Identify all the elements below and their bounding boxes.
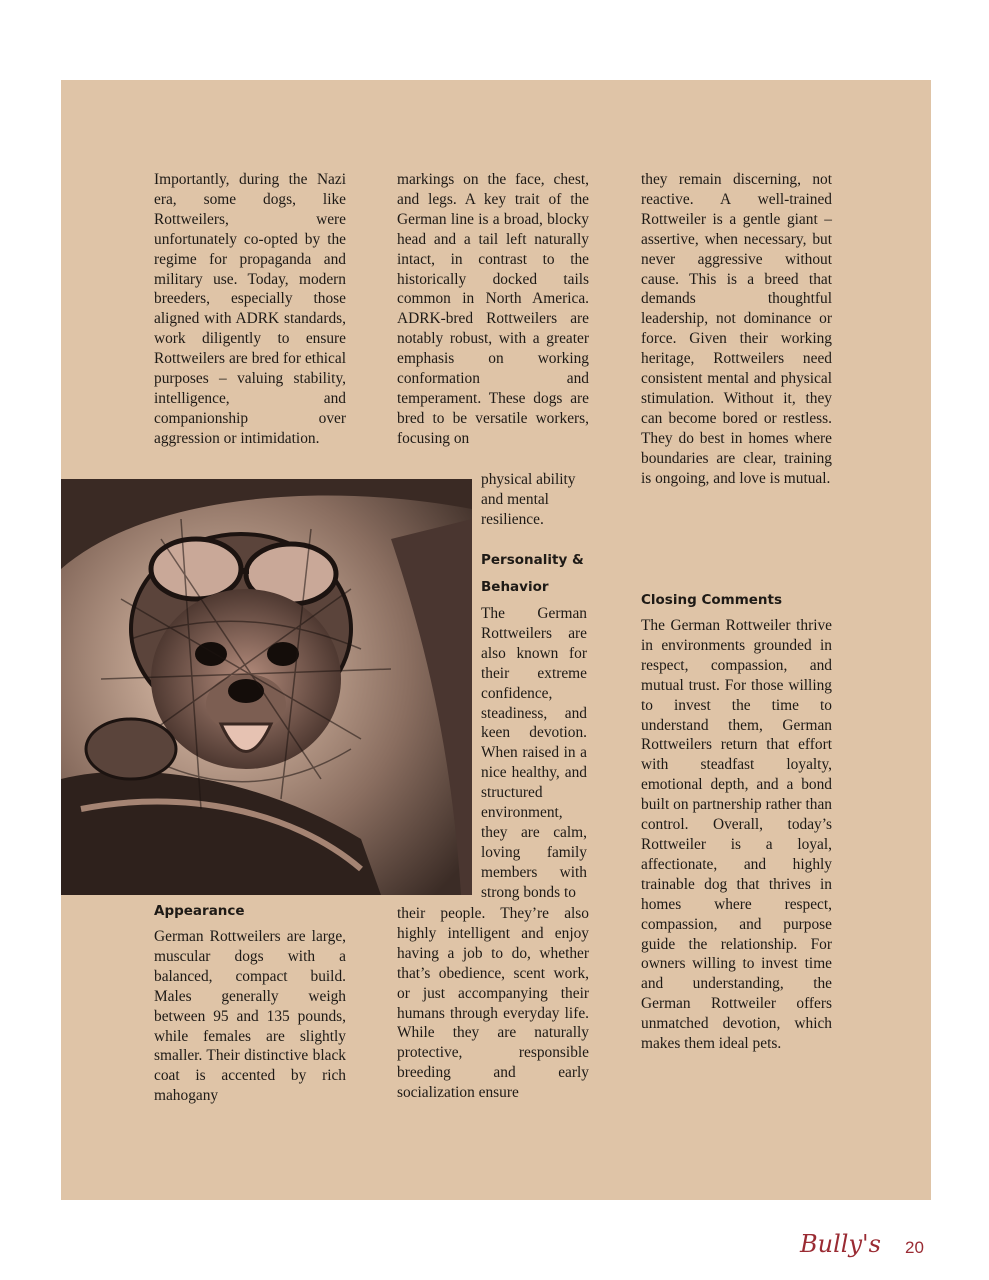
closing-comments-heading: Closing Comments	[641, 592, 783, 608]
rottweiler-pilot-sketch-image	[61, 479, 472, 895]
personality-continued-paragraph: their people. They’re also highly intelligent and enjoy having a job to do, whether that’s obedience, scent work, or just accompanying their humans through everyday life. While they are naturally protective, responsible breeding and early socialization ensure	[397, 905, 589, 1102]
page-number: 20	[905, 1238, 924, 1257]
closing-paragraph: The German Rottweiler thrive in environments grounded in respect, compassion, and mutual trust. For those willing to invest the time to understand them, German Rottweilers return that effort with steadfast loyalty, emotional depth, and a bond built on partnership rather than control. Overall, today’s Rottweiler is a loyal, affectionate, and highly trainable dog that thrives in homes where respect, compassion, and purpose guide the relationship. For owners willing to invest time and understanding, the German Rottweiler offers unmatched devotion, which makes them ideal pets.	[641, 617, 832, 1053]
appearance-end-text: physical ability and mental resilience.	[481, 471, 576, 528]
personality-paragraph: The German Rottweilers are also known for their extreme confidence, steadiness, and keen devotion. When raised in a nice healthy, and structured environment, they are calm, loving family members with strong bonds to	[481, 605, 587, 901]
intro-paragraph: Importantly, during the Nazi era, some dogs, like Rottweilers, were unfortunately co-opted by the regime for propaganda and military use. Today, modern breeders, especially those aligned with ADRK standards, work diligently to ensure Rottweilers are bred for ethical purposes – valuing stability, intelligence, and companionship over aggression or intimidation.	[154, 171, 346, 447]
appearance-continued-paragraph: markings on the face, chest, and legs. A key trait of the German line is a broad, blocky head and a tail left naturally intact, in contrast to the historically docked tails common in North America. ADRK-bred Rottweilers are notably robust, with a greater emphasis on working conformation and temperament. These dogs are bred to be versatile workers, focusing on	[397, 171, 589, 447]
appearance-heading: Appearance	[154, 903, 245, 919]
personality-heading-line1: Personality &	[481, 552, 584, 568]
behavior-paragraph: they remain discerning, not reactive. A well-trained Rottweiler is a gentle giant – assertive, when necessary, but never aggressive without cause. This is a breed that demands thoughtful leadership, not dominance or force. Given their working heritage, Rottweilers need consistent mental and physical stimulation. Without it, they can become bored or restless. They do best in homes where boundaries are clear, training is ongoing, and love is mutual.	[641, 171, 832, 487]
personality-heading-line2: Behavior	[481, 579, 549, 595]
bullys-logo: Bully's	[800, 1230, 881, 1258]
appearance-paragraph: German Rottweilers are large, muscular dogs with a balanced, compact build. Males generally weigh between 95 and 135 pounds, while females are slightly smaller. Their distinctive black coat is accented by rich mahogany	[154, 928, 346, 1105]
